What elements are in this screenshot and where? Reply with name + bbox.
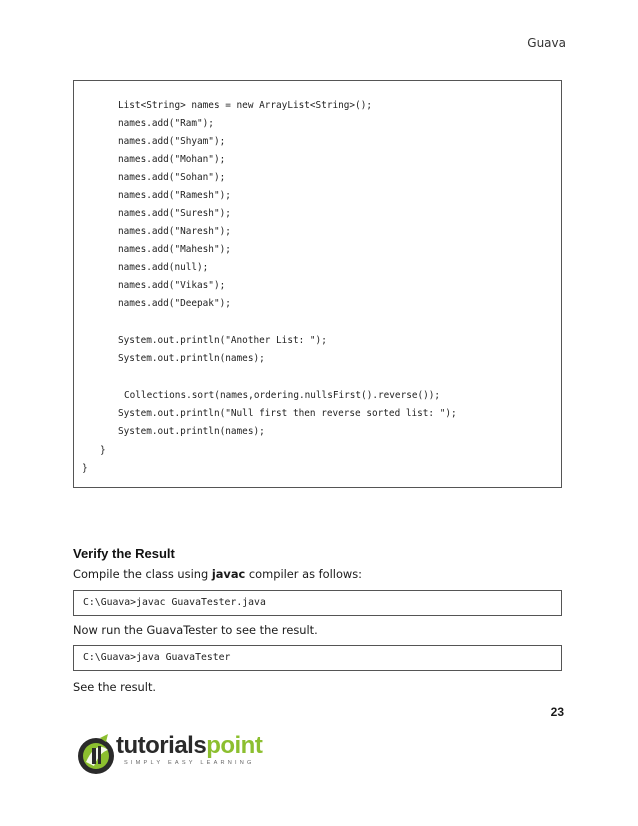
logo-wordmark xyxy=(116,732,262,760)
code-line: List<String> names = new ArrayList<String>(); xyxy=(118,100,372,111)
code-line: names.add("Ram"); xyxy=(118,118,214,129)
compile-text-post: compiler as follows: xyxy=(245,567,363,581)
code-line: } xyxy=(100,445,106,456)
logo-word-point: point xyxy=(206,732,263,759)
logo-emblem-icon xyxy=(74,732,120,778)
see-result-paragraph: See the result. xyxy=(73,680,157,694)
code-line: System.out.println("Another List: "); xyxy=(118,335,327,346)
compile-command-box xyxy=(73,590,562,616)
tutorialspoint-logo xyxy=(74,730,264,782)
code-line: names.add("Deepak"); xyxy=(118,298,231,309)
logo-tagline: SIMPLY EASY LEARNING xyxy=(124,760,255,766)
compile-text-pre: Compile the class using xyxy=(73,567,212,581)
code-line: System.out.println(names); xyxy=(118,353,265,364)
run-command-box xyxy=(73,645,562,671)
page-number: 23 xyxy=(550,705,564,719)
code-line: } xyxy=(82,463,88,474)
code-line: names.add("Shyam"); xyxy=(118,136,226,147)
compile-command: C:\Guava>javac GuavaTester.java xyxy=(83,597,266,608)
code-block xyxy=(73,80,562,488)
code-line: names.add(null); xyxy=(118,262,209,273)
code-line: names.add("Ramesh"); xyxy=(118,190,231,201)
section-heading: Verify the Result xyxy=(73,546,175,561)
code-line: System.out.println(names); xyxy=(118,426,265,437)
code-line: Collections.sort(names,ordering.nullsFirst().reverse()); xyxy=(124,390,441,401)
compile-text-bold: javac xyxy=(211,567,246,581)
code-line: names.add("Suresh"); xyxy=(118,208,231,219)
code-line: names.add("Vikas"); xyxy=(118,280,226,291)
code-line: names.add("Naresh"); xyxy=(118,226,231,237)
code-line: names.add("Mohan"); xyxy=(118,154,226,165)
compile-paragraph xyxy=(73,567,362,581)
run-paragraph: Now run the GuavaTester to see the result. xyxy=(73,623,318,637)
logo-word-tutorials: tutorials xyxy=(116,732,207,759)
code-line: names.add("Sohan"); xyxy=(118,172,226,183)
page-header-title: Guava xyxy=(527,36,566,50)
run-command: C:\Guava>java GuavaTester xyxy=(83,652,231,663)
code-line: names.add("Mahesh"); xyxy=(118,244,231,255)
code-line: System.out.println("Null first then reverse sorted list: "); xyxy=(118,408,457,419)
